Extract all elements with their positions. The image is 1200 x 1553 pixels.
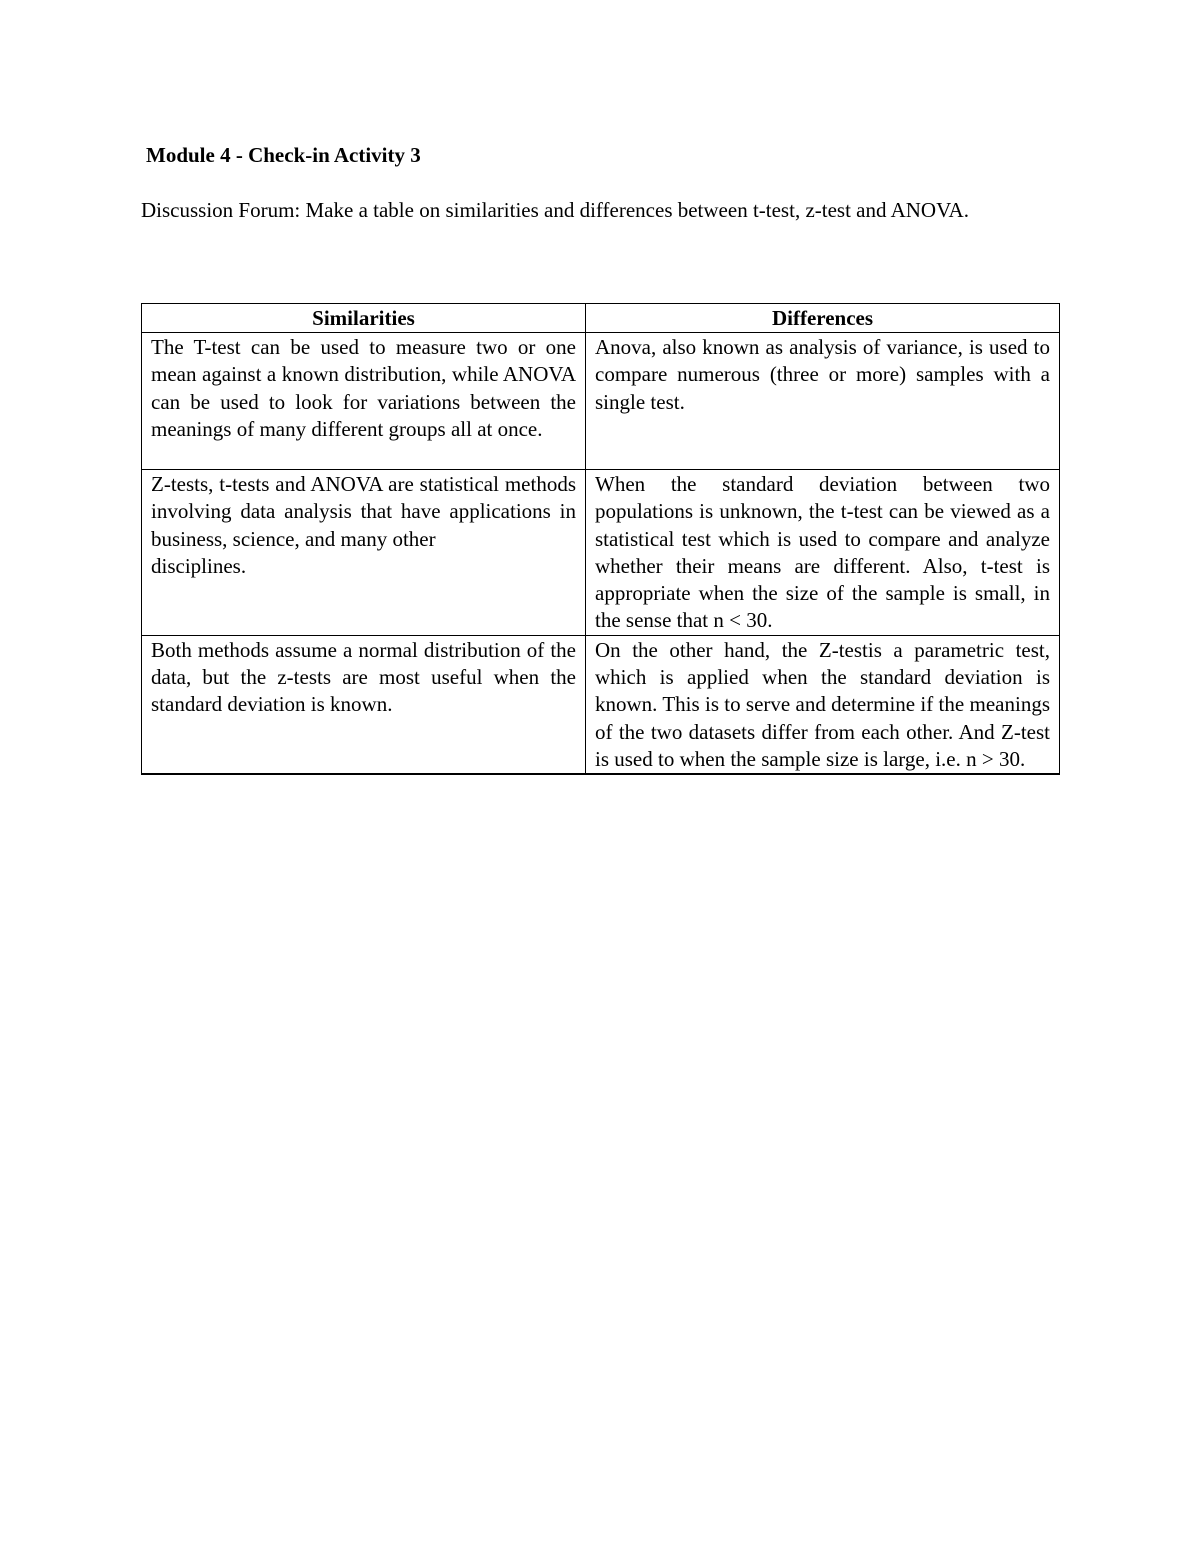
table-row	[142, 470, 1060, 636]
table-row	[142, 635, 1060, 774]
comparison-table	[141, 303, 1060, 775]
similarity-cell: The T-test can be used to measure two or one mean against a known distribution, while ANOVA can be used to look for variations between the meanings of many different groups all at once.	[142, 333, 586, 470]
similarity-cell	[142, 470, 586, 636]
table-row	[142, 333, 1060, 470]
similarity-text-continued: disciplines.	[151, 553, 247, 578]
difference-cell: When the standard deviation between two populations is unknown, the t-test can be viewed as a statistical test which is used to compare and analyze whether their means are different. Also, t-test is appropriate when the size of the sample is small, in the sense that n < 30.	[586, 470, 1060, 636]
similarity-text: Z-tests, t-tests and ANOVA are statistical methods involving data analysis that have applications in business, science, and many other	[151, 472, 576, 551]
table-header-row	[142, 304, 1060, 333]
header-similarities: Similarities	[142, 304, 586, 333]
similarity-cell: Both methods assume a normal distribution of the data, but the z-tests are most useful when the standard deviation is known.	[142, 635, 586, 774]
header-differences: Differences	[586, 304, 1060, 333]
difference-cell: On the other hand, the Z-testis a parametric test, which is applied when the standard deviation is known. This is to serve and determine if the meanings of the two datasets differ from each other. And Z-test is used to when the sample size is large, i.e. n > 30.	[586, 635, 1060, 774]
page-title: Module 4 - Check-in Activity 3	[146, 143, 421, 167]
difference-cell: Anova, also known as analysis of variance, is used to compare numerous (three or more) samples with a single test.	[586, 333, 1060, 470]
discussion-prompt: Discussion Forum: Make a table on similarities and differences between t-test, z-test and ANOVA.	[141, 198, 969, 222]
